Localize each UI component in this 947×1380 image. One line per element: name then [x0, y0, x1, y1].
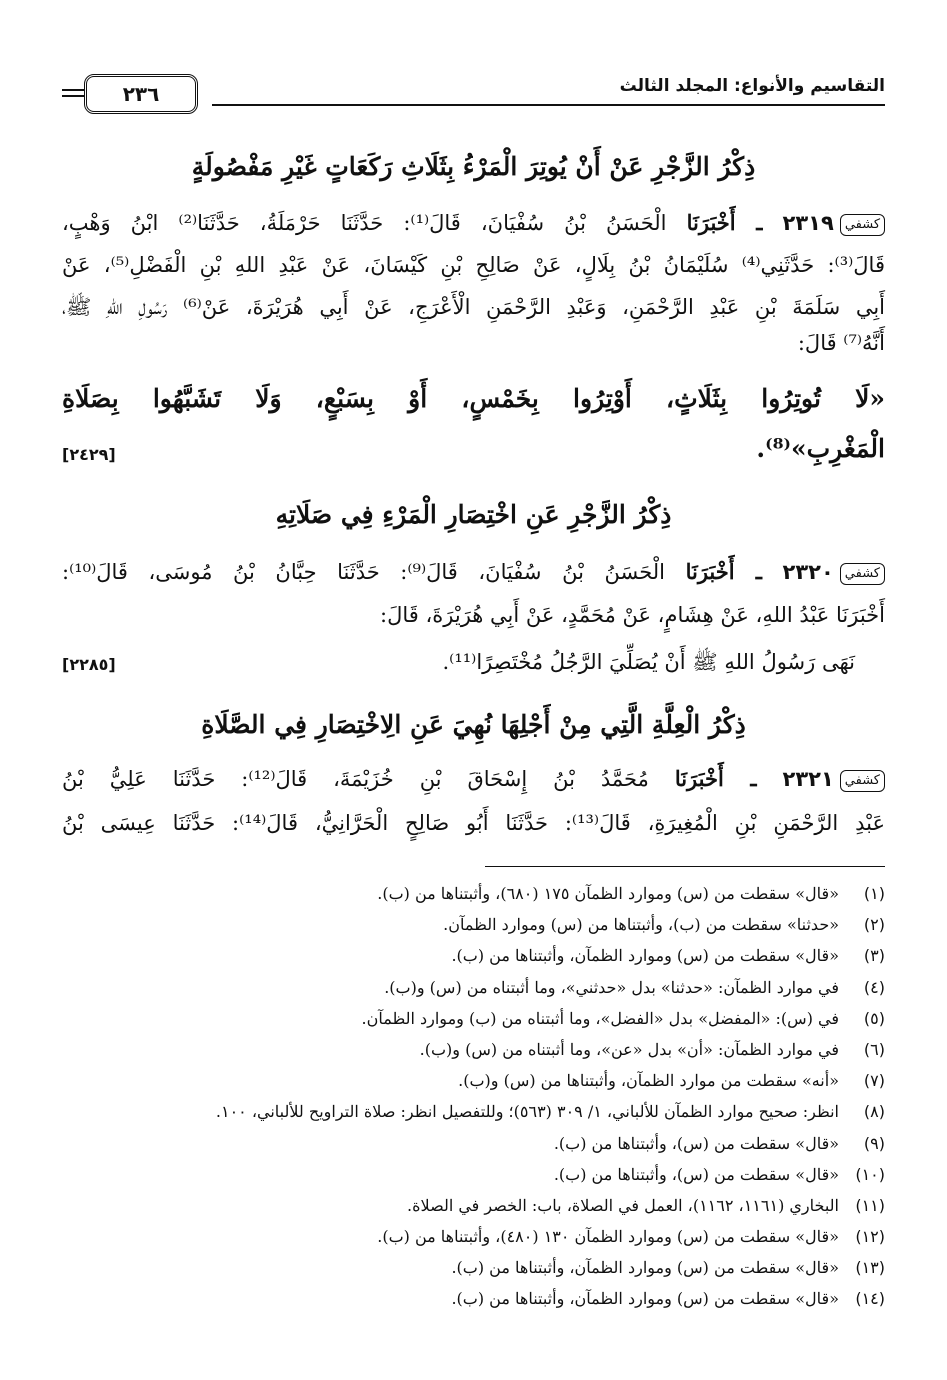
hadith-2319-line-4: أَنَّهُ⁽⁷⁾ قَالَ: — [797, 331, 885, 355]
footnote-number: (١٠) — [855, 1164, 885, 1184]
footnote-text: «حدثنا» سقطت من (ب)، وأثبتناها من (س) وموارد الظمآن. — [443, 915, 839, 935]
page-header — [62, 74, 885, 114]
footnote — [62, 1190, 885, 1221]
running-title: التقاسيم والأنواع: المجلد الثالث — [619, 76, 885, 96]
ornament-badge: كشفي — [840, 214, 885, 236]
hadith-2321-line-2: عَبْدِ الرَّحْمَنِ بْنِ الْمُغِيرَةِ، قَالَ⁽¹³⁾: حَدَّثَنَا أَبُو صَالِحٍ الْحَرَّانِيُّ، قَالَ⁽¹⁴⁾: حَدَّثَنَا عِيسَى بْنُ — [62, 811, 885, 835]
hadith-2320-line-2: أَخْبَرَنَا عَبْدُ اللهِ، عَنْ هِشَامٍ، عَنْ مُحَمَّدٍ، عَنْ أَبِي هُرَيْرَةَ، قَالَ: — [380, 603, 885, 627]
footnote-number: (١) — [863, 884, 885, 903]
akhbarana: ـ أَخْبَرَنَا — [685, 559, 762, 584]
footnote-divider — [485, 866, 885, 867]
hadith-2320-matn: نَهَى رَسُولُ اللهِ ﷺ أَنْ يُصَلِّيَ الرَّجُلُ مُخْتَصِرًا⁽¹¹⁾. — [442, 650, 855, 674]
footnote-number: (٦) — [863, 1039, 885, 1059]
footnote-text: «قال» سقطت من (س)، وأثبتناها من (ب). — [553, 1133, 839, 1153]
isnad-text: الْحَسَنُ بْنُ سُفْيَانَ، قَالَ⁽⁹⁾: حَدَّثَنَا حِبَّانُ بْنُ مُوسَى، قَالَ⁽¹⁰⁾: — [62, 560, 666, 584]
header-rule — [62, 89, 84, 91]
footnote — [62, 878, 885, 909]
page-number: ٢٣٦ — [84, 74, 198, 114]
footnote-number: (٩) — [863, 1133, 885, 1153]
footnote-text: «قال» سقطت من (س)، وأثبتناها من (ب). — [553, 1164, 839, 1184]
footnote-number: (١٣) — [855, 1258, 885, 1278]
footnote — [62, 1252, 885, 1283]
footnote-text: «قال» سقطت من (س) وموارد الظمآن ١٣٠ (٤٨٠)، وأثبتناها من (ب). — [377, 1227, 839, 1247]
footnote-text: انظر: صحيح موارد الظمآن للألباني، ١/ ٣٠٩ (٥٦٣)؛ وللتفصيل انظر: صلاة التراويح للألباني، ١٠٠. — [215, 1102, 839, 1122]
akhbarana: ـ أَخْبَرَنَا — [674, 766, 757, 791]
footnote-text: «قال» سقطت من (س) وموارد الظمآن ١٧٥ (٦٨٠)، وأثبتناها من (ب). — [377, 884, 839, 903]
footnote — [62, 1096, 885, 1127]
hadith-2321-line-1 — [62, 762, 885, 796]
footnote-text: «أنه» سقطت من موارد الظمآن، وأثبتناها من (س) و(ب). — [458, 1071, 839, 1091]
hadith-2319-matn-1: «لَا تُوتِرُوا بِثَلَاثٍ، أَوْتِرُوا بِخَمْسٍ، أَوْ بِسَبْعٍ، وَلَا تَشَبَّهُوا بِصَلَاةِ — [62, 384, 885, 413]
footnote — [62, 1159, 885, 1190]
footnote-number: (٧) — [863, 1071, 885, 1091]
hadith-number: ٢٣٢١ — [782, 767, 834, 791]
footnote — [62, 1034, 885, 1065]
footnote-text: في (س): «المفضل» بدل «الفضل»، وما أثبتناه من (ب) وموارد الظمآن. — [361, 1008, 839, 1028]
footnote — [62, 1003, 885, 1034]
footnote-text: «قال» سقطت من (س) وموارد الظمآن، وأثبتناها من (ب). — [451, 1289, 839, 1309]
hadith-2320-line-1 — [62, 555, 885, 589]
ornament-badge: كشفي — [840, 770, 885, 792]
hadith-2319-line-1 — [62, 206, 885, 240]
footnote — [62, 1128, 885, 1159]
section-heading-2: ذِكْرُ الزَّجْرِ عَنِ اخْتِصَارِ الْمَرْءِ فِي صَلَاتِهِ — [275, 500, 672, 529]
footnote-text: في موارد الظمآن: «أن» بدل «عن»، وما أثبتناه من (س) و(ب). — [419, 1039, 839, 1059]
isnad-text: مُحَمَّدُ بْنُ إِسْحَاقَ بْنِ خُزَيْمَةَ، قَالَ⁽¹²⁾: حَدَّثَنَا عَلِيُّ بْنُ — [62, 767, 649, 791]
footnote-number: (٣) — [863, 946, 885, 966]
section-heading-3: ذِكْرُ الْعِلَّةِ الَّتِي مِنْ أَجْلِهَا نُهِيَ عَنِ الِاخْتِصَارِ فِي الصَّلَاةِ — [201, 710, 746, 739]
hadith-2319-line-3: أَبِي سَلَمَةَ بْنِ عَبْدِ الرَّحْمَنِ، وَعَبْدِ الرَّحْمَنِ الْأَعْرَجِ، عَنْ أَبِي هُرَيْرَةَ، عَنْ⁽⁶⁾ رَسُولِ اللهِ ﷺ، — [62, 295, 885, 319]
hadith-2319-matn-2: الْمَغْرِبِ»⁽⁸⁾. — [756, 434, 885, 463]
hadith-2319-line-2: قَالَ⁽³⁾: حَدَّثَنِي⁽⁴⁾ سُلَيْمَانُ بْنُ بِلَالٍ، عَنْ صَالِحِ بْنِ كَيْسَانَ، عَنْ عَبْدِ اللهِ بْنِ الْفَضْلِ⁽⁵⁾، عَنْ — [62, 253, 885, 277]
footnote — [62, 940, 885, 971]
cross-reference: [٢٤٢٩] — [62, 445, 116, 464]
isnad-text: الْحَسَنُ بْنُ سُفْيَانَ، قَالَ⁽¹⁾: حَدَّثَنَا حَرْمَلَةُ، حَدَّثَنَا⁽²⁾ ابْنُ وَهْبٍ، — [62, 211, 667, 235]
footnote — [62, 1221, 885, 1252]
footnote — [62, 909, 885, 940]
footnote-text: البخاري (١١٦١، ١١٦٢)، العمل في الصلاة، باب: الخصر في الصلاة. — [407, 1195, 839, 1215]
header-underline — [212, 104, 885, 106]
footnote-number: (٨) — [863, 1102, 885, 1122]
footnote — [62, 1065, 885, 1096]
footnote-number: (١٢) — [855, 1227, 885, 1247]
hadith-number: ٢٣١٩ — [782, 211, 834, 235]
footnote-number: (٤) — [863, 977, 885, 997]
footnote-text: «قال» سقطت من (س) وموارد الظمآن، وأثبتناها من (ب). — [451, 1258, 839, 1278]
header-rule — [62, 95, 84, 97]
footnote-text: «قال» سقطت من (س) وموارد الظمآن، وأثبتناها من (ب). — [451, 946, 839, 966]
section-heading-1: ذِكْرُ الزَّجْرِ عَنْ أَنْ يُوتِرَ الْمَرْءُ بِثَلَاثِ رَكَعَاتٍ غَيْرِ مَفْصُولَةٍ — [191, 152, 756, 181]
footnote-number: (٥) — [863, 1008, 885, 1028]
footnote — [62, 972, 885, 1003]
cross-reference: [٢٢٨٥] — [62, 655, 116, 674]
footnote-text: في موارد الظمآن: «حدثنا» بدل «حدثني»، وما أثبتناه من (س) و(ب). — [384, 977, 839, 997]
ornament-badge: كشفي — [840, 563, 885, 585]
footnote — [62, 1283, 885, 1314]
akhbarana: ـ أَخْبَرَنَا — [686, 210, 763, 235]
footnote-number: (١١) — [855, 1195, 885, 1215]
hadith-number: ٢٣٢٠ — [782, 560, 834, 584]
footnote-number: (٢) — [863, 915, 885, 935]
footnotes — [62, 878, 885, 1315]
footnote-number: (١٤) — [855, 1289, 885, 1309]
